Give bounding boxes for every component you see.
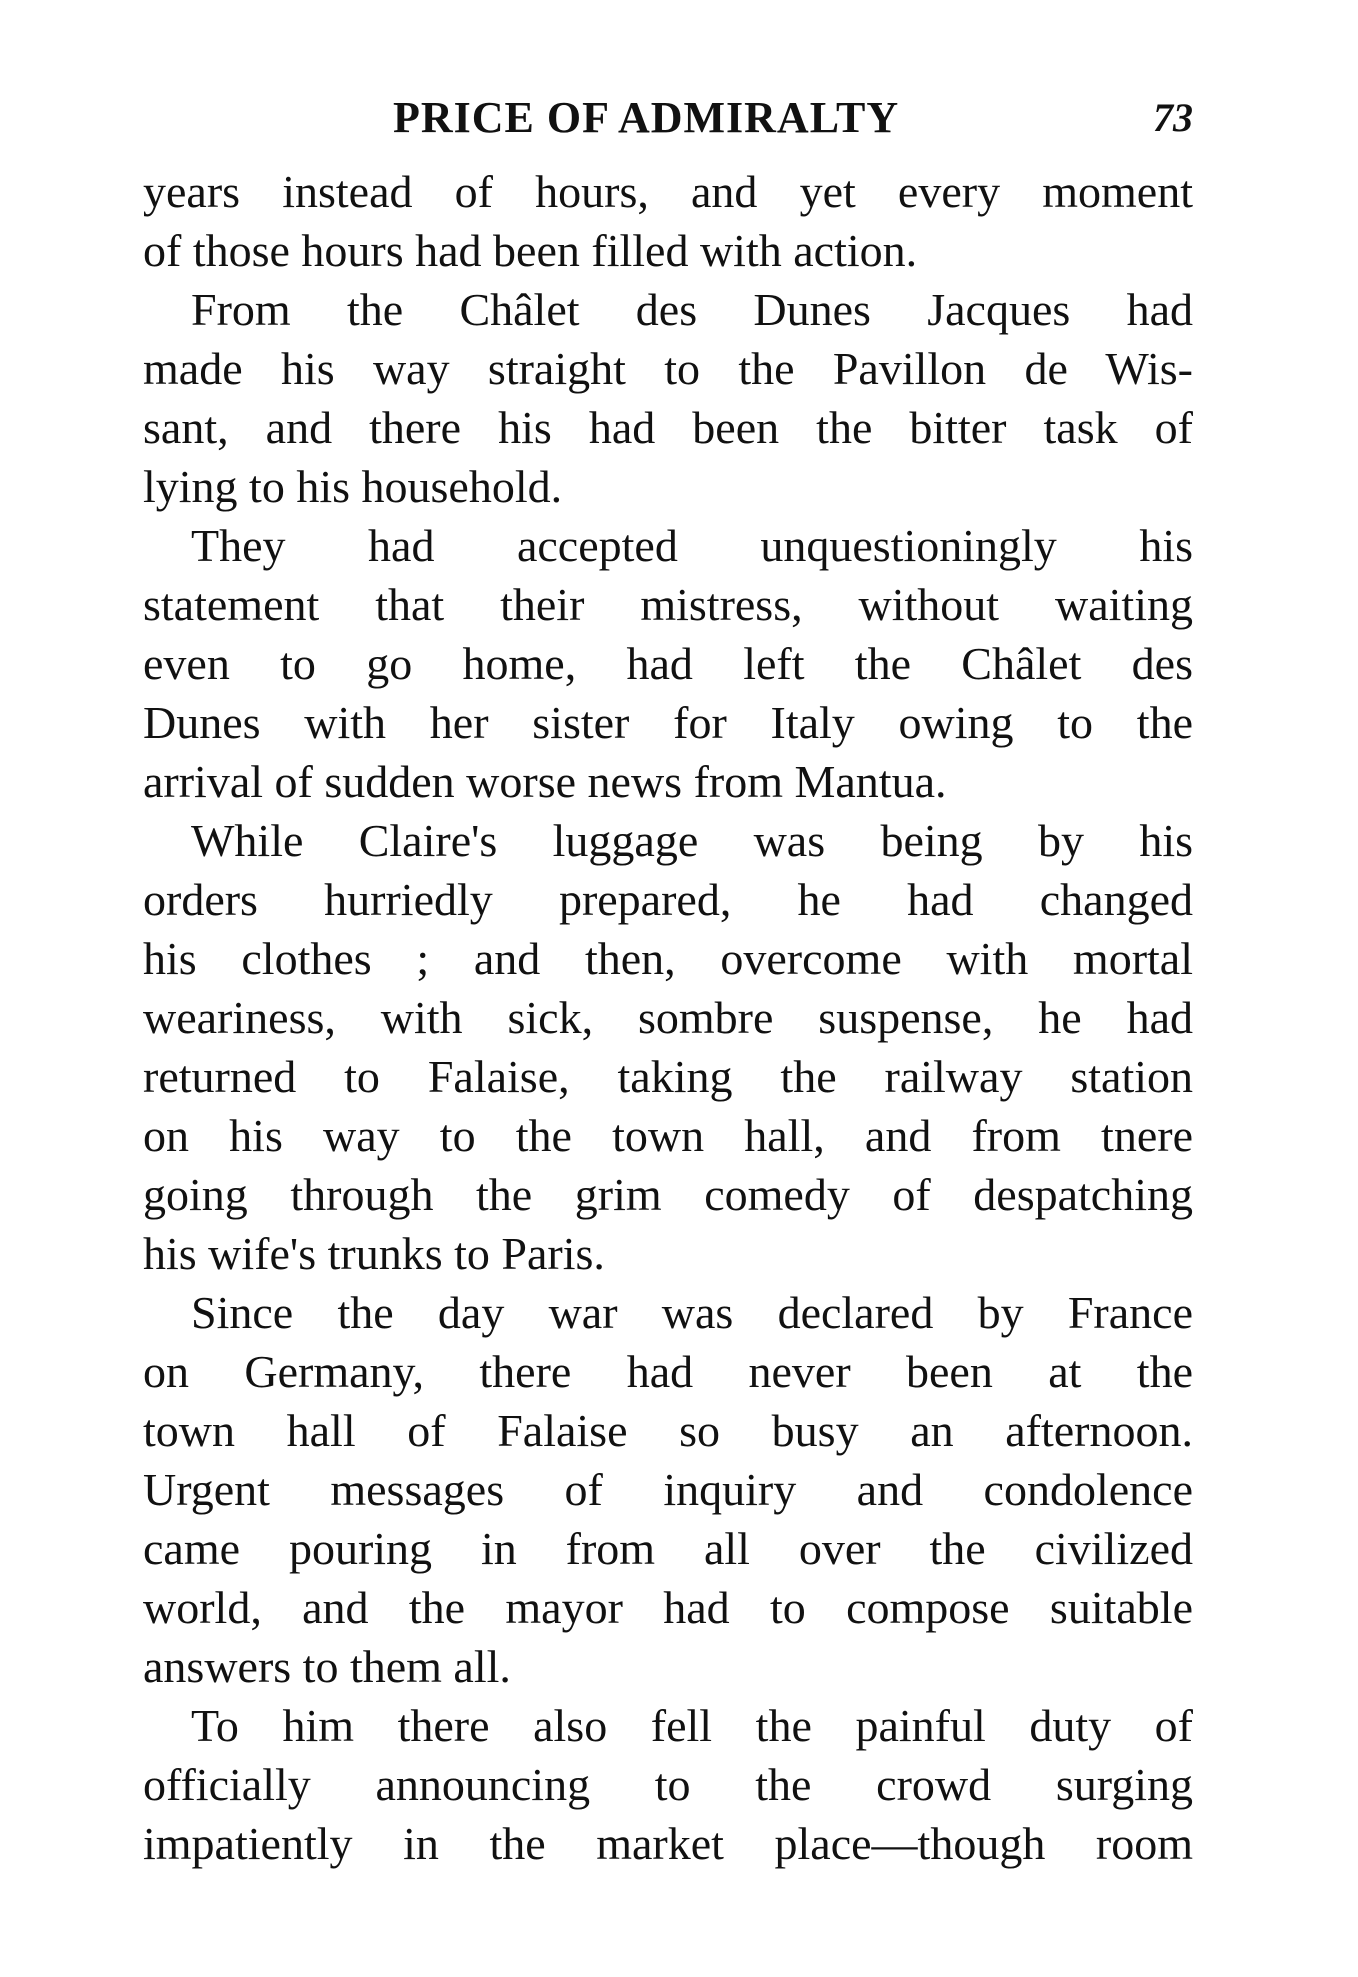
text-line: They had accepted unquestioningly his	[191, 520, 1193, 571]
text-line: even to go home, had left the Châlet des	[143, 638, 1193, 689]
text-line: From the Châlet des Dunes Jacques had	[191, 284, 1193, 335]
text-line: on Germany, there had never been at the	[143, 1346, 1193, 1397]
text-line: orders hurriedly prepared, he had changed	[143, 874, 1193, 925]
text-line: made his way straight to the Pavillon de Wis-	[143, 343, 1193, 394]
text-line: officially announcing to the crowd surging	[143, 1759, 1193, 1810]
text-line: To him there also fell the painful duty of	[191, 1700, 1193, 1751]
text-line: Since the day war was declared by France	[191, 1287, 1193, 1338]
text-line: his wife's trunks to Paris.	[143, 1228, 605, 1279]
text-line: Urgent messages of inquiry and condolence	[143, 1464, 1193, 1515]
text-line: world, and the mayor had to compose suitable	[143, 1582, 1193, 1633]
text-line: on his way to the town hall, and from tnere	[143, 1110, 1193, 1161]
text-line: returned to Falaise, taking the railway station	[143, 1051, 1193, 1102]
page-header	[143, 92, 1193, 152]
body-text	[143, 162, 1193, 1873]
running-title: PRICE OF ADMIRALTY	[393, 93, 900, 142]
text-line: sant, and there his had been the bitter task of	[143, 402, 1193, 453]
text-line: his clothes ; and then, overcome with mortal	[143, 933, 1193, 984]
text-line: statement that their mistress, without waiting	[143, 579, 1193, 630]
text-line: arrival of sudden worse news from Mantua.	[143, 756, 947, 807]
text-line: weariness, with sick, sombre suspense, he had	[143, 992, 1193, 1043]
text-line: going through the grim comedy of despatching	[143, 1169, 1193, 1220]
text-line: years instead of hours, and yet every moment	[143, 166, 1193, 217]
text-line: came pouring in from all over the civilized	[143, 1523, 1193, 1574]
text-line: answers to them all.	[143, 1641, 511, 1692]
text-line: of those hours had been filled with action.	[143, 225, 918, 276]
text-line: lying to his household.	[143, 461, 563, 512]
text-line: While Claire's luggage was being by his	[191, 815, 1193, 866]
text-line: Dunes with her sister for Italy owing to the	[143, 697, 1193, 748]
page-number: 73	[1153, 95, 1193, 140]
text-line: impatiently in the market place—though room	[143, 1818, 1193, 1869]
text-line: town hall of Falaise so busy an afternoon.	[143, 1405, 1193, 1456]
